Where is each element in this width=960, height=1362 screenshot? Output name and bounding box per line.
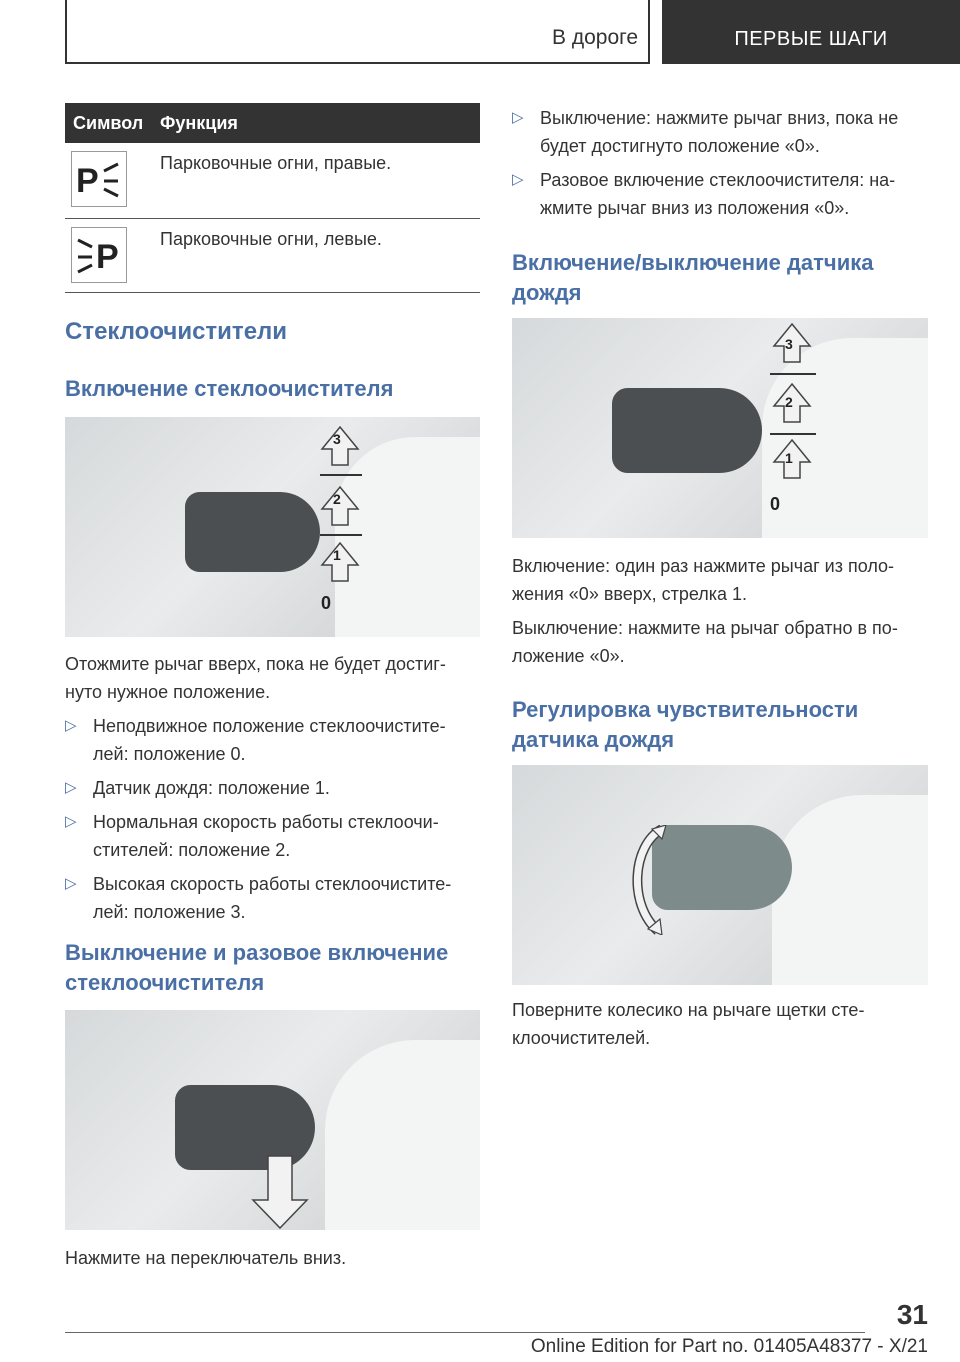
list-item: ▷ Разовое включение стеклоочистителя: на-жмите рычаг вниз из положения «0».: [512, 166, 928, 222]
wiper-lever-figure-on: [65, 417, 480, 637]
heading-sensitivity: Регулировка чувствительности датчика дождя: [512, 697, 859, 752]
text-rain-off: Выключение: нажмите на рычаг обратно в по-ложение «0».: [512, 618, 898, 666]
table-header-symbol: Символ: [73, 112, 144, 133]
table-row: [65, 219, 480, 293]
heading-wipers: Стеклоочистители: [65, 318, 288, 345]
figure-label-2: 2: [333, 491, 341, 507]
figure-label-2: 2: [785, 394, 793, 410]
sensitivity-figure: [512, 765, 928, 985]
table-header-function: Функция: [160, 112, 238, 133]
figure-label-3: 3: [333, 431, 341, 447]
header-chapter-title: ПЕРВЫЕ ШАГИ: [662, 0, 960, 64]
footer-divider: [65, 1332, 865, 1333]
table-cell-function: Парковочные огни, левые.: [160, 229, 382, 249]
caption-wiper-off: Нажмите на переключатель вниз.: [65, 1248, 347, 1268]
table-header: [65, 103, 480, 143]
figure-label-1: 1: [785, 450, 793, 466]
heading-wiper-on: Включение стеклоочистителя: [65, 376, 394, 401]
svg-text:P: P: [76, 162, 99, 199]
text-rain-on: Включение: один раз нажмите рычаг из поло-жения «0» вверх, стрелка 1.: [512, 556, 895, 604]
page-number: 31: [896, 1299, 928, 1330]
parking-lights-left-icon: [71, 227, 127, 283]
figure-label-3: 3: [785, 336, 793, 352]
list-item: ▷ Неподвижное положение стеклоочистите-лей: положение 0.: [65, 712, 480, 768]
svg-text:P: P: [96, 238, 119, 275]
table-row: [65, 143, 480, 219]
list-item: ▷ Нормальная скорость работы стеклоочи-стителей: положение 2.: [65, 808, 480, 864]
symbol-table: [65, 103, 480, 293]
wiper-lever-figure-off: [65, 1010, 480, 1230]
figure-label-0: 0: [321, 593, 332, 613]
list-item: ▷ Высокая скорость работы стеклоочистите-лей: положение 3.: [65, 870, 480, 926]
bullets-wiper-off: [512, 104, 928, 228]
header-section-title: В дороге: [551, 26, 638, 49]
text-wiper-on: Отожмите рычаг вверх, пока не будет достиг-нуто нужное положение.: [65, 654, 446, 702]
rain-sensor-figure: [512, 318, 928, 538]
figure-label-1: 1: [333, 547, 341, 563]
table-cell-function: Парковочные огни, правые.: [160, 153, 392, 173]
bullets-wiper-positions: [65, 712, 480, 932]
list-item: ▷ Выключение: нажмите рычаг вниз, пока не будет достигнуто положение «0».: [512, 104, 928, 160]
heading-rain-sensor: Включение/выключение датчика дождя: [512, 250, 874, 305]
footer-edition: Online Edition for Part no. 01405A48377 - X/21: [530, 1336, 928, 1357]
heading-wiper-off: Выключение и разовое включение стеклоочистителя: [65, 940, 449, 995]
text-sensitivity: Поверните колесико на рычаге щетки сте-клоочистителей.: [512, 1000, 865, 1048]
figure-label-0: 0: [770, 494, 781, 514]
parking-lights-right-icon: [71, 151, 127, 207]
list-item: ▷ Датчик дождя: положение 1.: [65, 774, 480, 802]
